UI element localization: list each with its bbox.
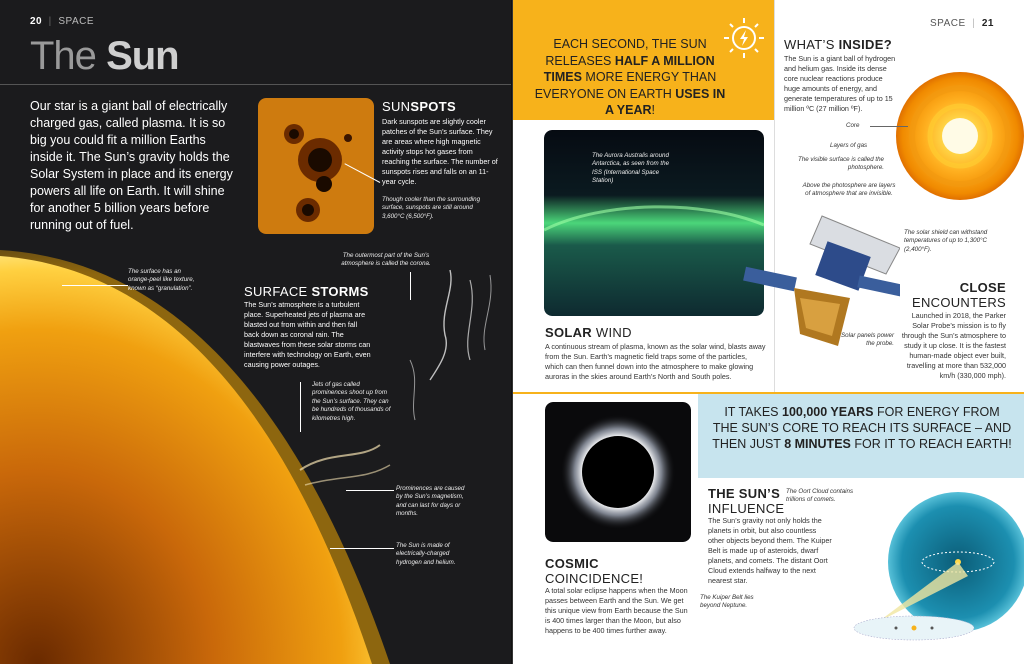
jets-pointer <box>300 382 301 432</box>
solar-wind-heading-light: WIND <box>592 325 632 340</box>
folio-right: SPACE | 21 <box>929 18 994 29</box>
solar-wind-heading <box>545 325 632 340</box>
corona-pointer <box>410 272 411 300</box>
prominences-pointer <box>346 490 394 491</box>
quote1-bold2: USES IN A YEAR <box>604 86 726 117</box>
oort-label: The Oort Cloud contains trillions of comets. <box>786 488 854 504</box>
sunspots-heading-light: SUN <box>382 99 411 114</box>
cosmic-heading-light: COINCIDENCE! <box>545 571 644 586</box>
cosmic-body: A total solar eclipse happens when the Moon passes between Earth and the Sun. We get this unique view from Earth because the Sun is 400 times larger than the Moon, but also happens to be 400 times further away. <box>545 586 688 635</box>
storms-heading-light: SURFACE <box>244 284 308 299</box>
close-encounters-heading <box>912 280 1006 310</box>
sunspots-body: Dark sunspots are slightly cooler patches of the Sun’s surface. They are areas where high magnetic activity stops hot gases from reaching the surface. The number of sunspots rises and falls on an 11-year cycle. <box>382 117 498 186</box>
corona-caption: The outermost part of the Sun’s atmosphere is called the corona. <box>341 252 431 268</box>
quote2-bold1: 100,000 YEARS <box>782 405 874 419</box>
oort-cloud-diagram <box>838 472 1024 664</box>
sunspots-heading-bold: SPOTS <box>410 99 456 114</box>
close-heading-light: ENCOUNTERS <box>911 295 1006 310</box>
hydrogen-pointer <box>330 548 394 549</box>
energy-quote <box>530 36 730 119</box>
sunspot-photo <box>258 98 374 234</box>
influence-heading <box>708 486 784 516</box>
title-rule <box>0 84 512 85</box>
sunspots-caption: Though cooler than the surrounding surface, sunspots are still around 3,600°C (6,500°F). <box>382 196 481 220</box>
inside-heading-bold: INSIDE? <box>838 37 892 52</box>
quote1-part3: ! <box>651 103 656 117</box>
panels-label: Solar panels power the probe. <box>841 332 894 348</box>
cosmic-heading-bold: COSMIC <box>545 556 599 571</box>
granulation-caption: The surface has an orange-peel like texture, known as “granulation”. <box>128 268 195 292</box>
folio-left: 20 | SPACE <box>30 16 95 27</box>
right-page <box>512 0 1024 664</box>
influence-heading-light: INFLUENCE <box>708 501 785 516</box>
inside-heading <box>784 37 892 52</box>
cosmic-heading <box>545 556 643 586</box>
storms-heading-bold: STORMS <box>311 284 369 299</box>
layers-label: Layers of gas <box>830 142 868 149</box>
solar-wind-body: A continuous stream of plasma, known as the solar wind, blasts away from the Sun. Earth’s magnetic field traps some of the particles, which can then funnel down into the atmosphere to make glowing auroras in the skies around Earth’s North and South poles. <box>545 342 766 381</box>
storms-heading <box>244 284 369 299</box>
close-heading-bold: CLOSE <box>959 280 1006 295</box>
kuiper-label: The Kuiper Belt lies beyond Neptune. <box>700 594 754 610</box>
intro-text: Our star is a giant ball of electrically charged gas, called plasma. It is so big you could fit a million Earths inside it. The Sun’s gravity holds the Solar System in place and its energy powers all life on Earth. It will shine for another 5 billion years before running out of fuel. <box>30 99 233 232</box>
page-title <box>30 34 179 79</box>
shield-label: The solar shield can withstand temperatures of up to 1,300°C (2,400°F). <box>904 229 988 253</box>
prominences-caption: Prominences are caused by the Sun’s magnetism, and can last for days or months. <box>396 485 465 518</box>
quote2-part1: IT TAKES <box>724 405 782 419</box>
solar-wind-heading-bold: SOLAR <box>545 325 592 340</box>
jets-caption: Jets of gas called prominences shoot up from the Sun’s surface. They can be hundreds of thousands of kilometres high. <box>312 381 391 422</box>
quote2-part3: FOR IT TO REACH EARTH! <box>850 437 1012 451</box>
eclipse-photo <box>545 402 691 542</box>
atmosphere-label: Above the photosphere are layers of atmosphere that are invisible. <box>802 182 896 198</box>
sunspots-heading <box>382 99 456 114</box>
inside-heading-light: WHAT’S <box>784 37 839 52</box>
energy-travel-quote <box>712 404 1012 452</box>
page-number: 20 <box>30 16 43 27</box>
folio-section-right: SPACE <box>929 18 966 29</box>
quote2-bold2: 8 MINUTES <box>784 437 851 451</box>
book-gutter <box>511 0 513 664</box>
inside-body: The Sun is a giant ball of hydrogen and helium gas. Inside its dense core nuclear reactions produce huge amounts of energy, and generate temperatures of up to 15 million ºC (27 million ºF). <box>784 54 896 113</box>
aurora-caption: The Aurora Australis around Antarctica, as seen from the ISS (International Space Station) <box>592 152 670 185</box>
sun-cutaway-diagram <box>876 66 1024 210</box>
core-label: Core <box>846 122 860 129</box>
core-pointer <box>870 126 908 127</box>
quote1-part2: MORE ENERGY THAN EVERYONE ON EARTH <box>534 70 717 101</box>
quote2-part2: FOR ENERGY FROM THE SUN’S CORE TO REACH ITS SURFACE – AND THEN JUST <box>712 405 1012 451</box>
quote1-bold1: HALF A MILLION TIMES <box>543 53 715 84</box>
photosphere-label: The visible surface is called the photosphere. <box>798 156 884 172</box>
storms-body: The Sun’s atmosphere is a turbulent place. Superheated jets of plasma are blasted out from within and then fall back down as coronal rain. The blastwaves from these solar storms can interfere with technology on Earth, even causing power outages. <box>244 300 371 369</box>
close-encounters-body: Launched in 2018, the Parker Solar Probe’s mission is to fly through the Sun’s atmosphere to study it up close. It is the fastest human-made object ever built, travelling at more than 532,000 km/h (330,000 mph). <box>901 311 1006 380</box>
folio-section: SPACE <box>58 16 95 27</box>
page-number-right: 21 <box>981 18 994 29</box>
influence-heading-bold: THE SUN’S <box>708 486 781 501</box>
title-light: The <box>30 34 96 78</box>
granulation-pointer <box>62 285 128 286</box>
quote1-part1: EACH SECOND, THE SUN RELEASES <box>545 37 707 68</box>
title-bold: Sun <box>106 34 179 78</box>
hydrogen-caption: The Sun is made of electrically-charged hydrogen and helium. <box>396 542 456 566</box>
influence-body: The Sun’s gravity not only holds the planets in orbit, but also countless other objects beyond them. The Kuiper Belt is made up of asteroids, dwarf planets, and comets. The distant Oort Cloud extends halfway to the next nearest star. <box>708 516 832 585</box>
